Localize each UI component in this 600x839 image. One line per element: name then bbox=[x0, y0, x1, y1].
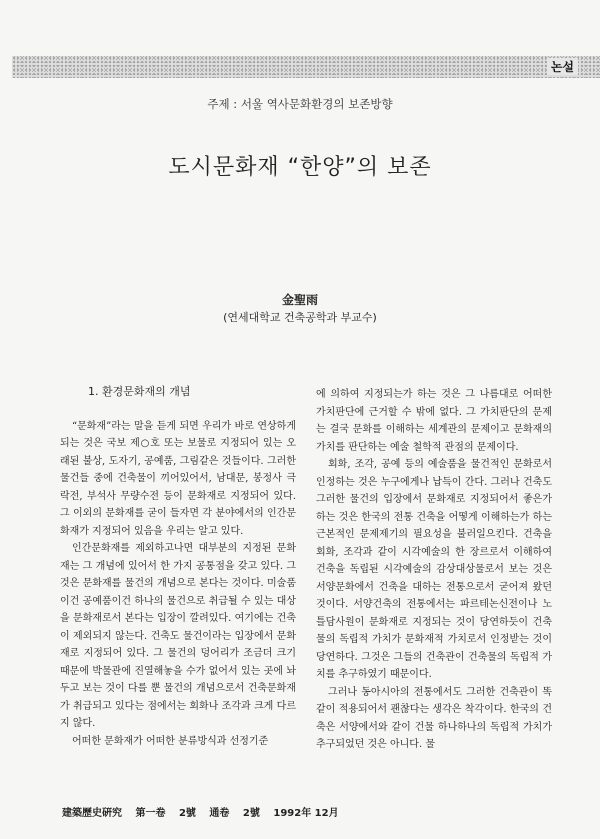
body-paragraph: 인간문화재를 제외하고나면 대부분의 지정된 문화재는 그 개념에 있어서 한 가지 공통점을 갖고 있다. 그것은 문화재를 물건의 개념으로 본다는 것이다. 미술품이건 공예품이건 하나의 물건으로 취급될 수 있는 대상을 문화재로서 본다는 입장이 깔려있다. 여기에는 건축이 제외되지 않는다. 건축도 물건이라는 입장에서 문화재로 지정되어 있다. 그 물건의 덩어리가 조금더 크기 때문에 박물관에 진열해놓을 수가 없어서 있는 곳에 놔두고 보는 것이 다를 뿐 물건의 개념으로서 건축문화재가 취급되고 있다는 점에서는 회화나 조각과 크게 다르지 않다. bbox=[60, 543, 296, 729]
article-title: 도시문화재 “한양”의 보존 bbox=[168, 155, 432, 180]
author-affiliation: (연세대학교 건축공학과 부교수) bbox=[223, 311, 377, 324]
body-column-left bbox=[60, 383, 296, 750]
issue: 2號 bbox=[178, 808, 196, 819]
body-paragraph: “문화재”라는 말을 듣게 되면 우리가 바로 연상하게 되는 것은 국보 제○호 또는 보물로 지정되어 있는 오래된 불상, 도자기, 공예품, 그림같은 것들이다. 그러한 물건들 중에 건축물이 끼어있어서, 남대문, 봉정사 극락전, 부석사 무량수전 등이 문화재로 지정되어 있다. 그 이외의 문화재를 굳이 들자면 각 분야에서의 인간문화재가 지정되어 있음을 우리는 알고 있다. bbox=[60, 420, 296, 537]
section-label: 논설 bbox=[547, 58, 578, 75]
body-paragraph: 그러나 동아시아의 전통에서도 그러한 건축관이 똑같이 적용되어서 괜찮다는 생각은 착각이다. 한국의 건축은 서양에서와 같이 건물 하나하나의 독립적 가치가 추구되었던 것은 아니다. 물 bbox=[316, 686, 552, 750]
section-heading: 1. 환경문화재의 개념 bbox=[88, 385, 191, 398]
body-paragraph: 어떠한 문화재가 어떠한 분류방식과 선정기준 bbox=[72, 735, 269, 747]
journal-name: 建築歷史硏究 bbox=[62, 808, 122, 819]
cumulative-label: 通卷 bbox=[209, 808, 230, 819]
section-banner bbox=[12, 56, 600, 78]
volume: 第一卷 bbox=[135, 808, 166, 819]
publication-date: 1992年 12月 bbox=[273, 808, 339, 819]
body-paragraph: 에 의하여 지정되는가 하는 것은 그 나름대로 어떠한 가치판단에 근거할 수 밖에 없다. 그 가치판단의 문제는 결국 문화를 이해하는 세계관의 문제이고 문화재의 가치를 판단하는 예술 철학적 관점의 문제이다. bbox=[316, 389, 552, 453]
body-column-right bbox=[316, 386, 552, 754]
cumulative-issue: 2號 bbox=[242, 808, 260, 819]
body-paragraph: 회화, 조각, 공예 등의 예술품을 물건적인 문화로서 인정하는 것은 누구에게나 납득이 간다. 그러나 건축도 그러한 물건의 입장에서 문화재로 지정되어서 좋은가 하는 것은 한국의 전통 건축을 어떻게 이해하는가 하는 근본적인 문제제기의 필요성을 불러일으킨다. 건축을 회화, 조각과 같이 시각예술의 한 장르로서 이해하여 건축을 독립된 시각예술의 감상대상물로서 보는 것은 서양문화에서 건축을 대하는 전통으로서 굳어져 왔던 것이다. 서양건축의 전통에서는 파르테논신전이나 노틀담사원이 문화재로 지정되는 것이 당연하듯이 건축물의 독립적 가치가 문화재적 가치로서 인정받는 것이 당연하다. 그것은 그들의 건축관이 건축물의 독립적 가치를 추구하였기 때문이다. bbox=[316, 459, 552, 680]
page-footer bbox=[62, 804, 349, 819]
author-name: 金聖雨 bbox=[281, 293, 318, 307]
article-theme: 주제 : 서울 역사문화환경의 보존방향 bbox=[207, 97, 393, 111]
